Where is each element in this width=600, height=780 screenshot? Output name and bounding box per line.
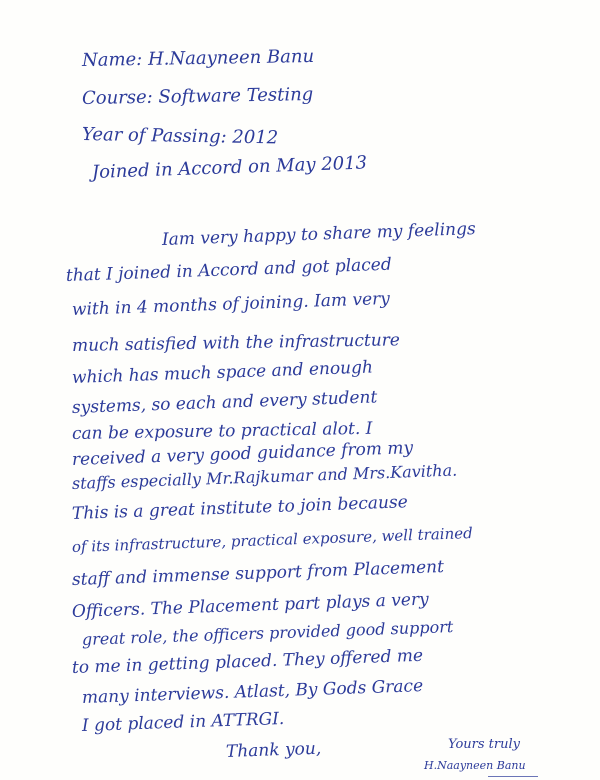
student-name: Name: H.Naayneen Banu (81, 45, 315, 71)
letter-line: can be exposure to practical alot. I (71, 418, 373, 444)
letter-line: received a very good guidance from my (71, 438, 414, 470)
letter-line: much satisfied with the infrastructure (71, 330, 401, 356)
joining-date: Joined in Accord on May 2013 (91, 152, 368, 183)
year-of-passing: Year of Passing: 2012 (81, 124, 279, 149)
letter-line: I got placed in ATTRGI. (81, 708, 285, 736)
sign-off: Yours truly (448, 737, 520, 752)
letter-line: Officers. The Placement part plays a very (71, 589, 429, 622)
letter-line: of its infrastructure, practical exposure, well trained (71, 524, 473, 556)
letter-line: great role, the officers provided good support (81, 617, 454, 649)
letter-line: systems, so each and every student (71, 387, 378, 418)
closing-thank-you: Thank you, (225, 738, 322, 762)
letter-line: that I joined in Accord and got placed (65, 254, 393, 286)
letter-line: staffs especially Mr.Rajkumar and Mrs.Kavitha. (71, 460, 458, 493)
letter-line: This is a great institute to join because (71, 492, 409, 524)
letter-line: many interviews. Atlast, By Gods Grace (81, 676, 424, 708)
letter-line: staff and immense support from Placement (71, 557, 445, 590)
student-course: Course: Software Testing (81, 83, 314, 109)
letter-line: with in 4 months of joining. Iam very (71, 288, 391, 320)
letter-line: Iam very happy to share my feelings (161, 219, 477, 250)
signature-underline (488, 776, 538, 777)
letter-line: which has much space and enough (71, 357, 374, 388)
letter-line: to me in getting placed. They offered me (71, 645, 424, 678)
signature: H.Naayneen Banu (424, 759, 526, 772)
